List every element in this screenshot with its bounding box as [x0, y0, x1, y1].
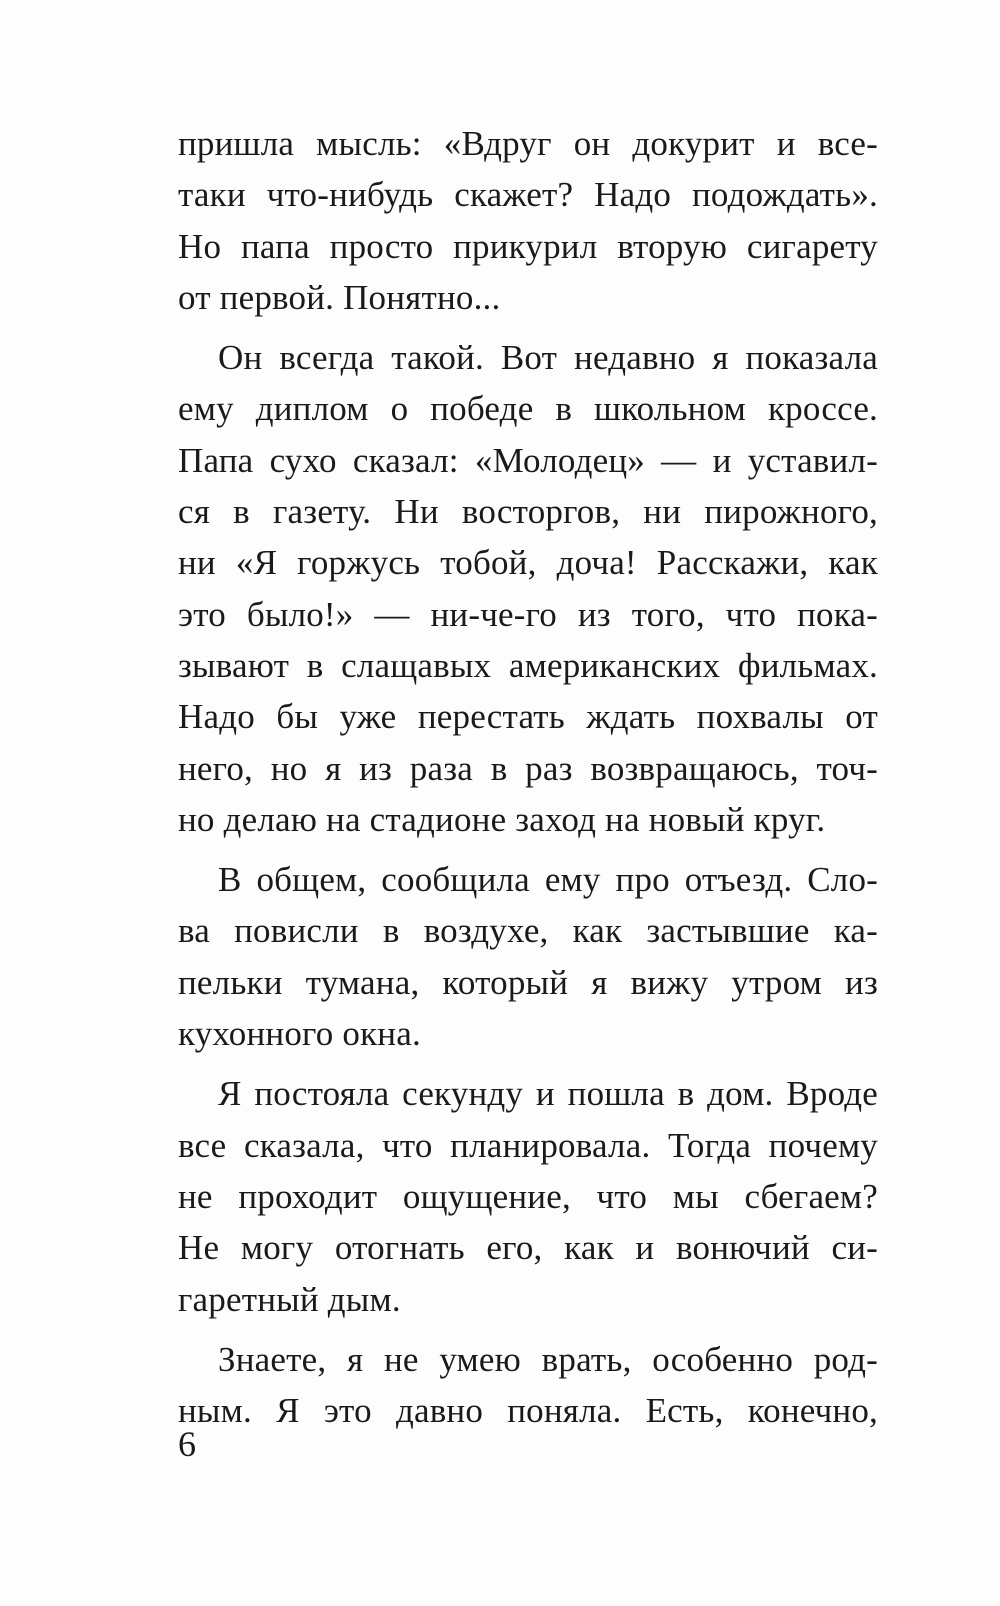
text-line: кухонного окна.: [178, 1014, 421, 1054]
text-line: Надо бы уже перестать ждать похвалы от: [178, 697, 878, 737]
text-line: но делаю на стадионе заход на новый круг.: [178, 799, 826, 839]
text-line: В общем, сообщила ему про отъезд. Сло-: [218, 860, 878, 900]
paragraph-gap: [178, 845, 878, 854]
paragraph: [178, 1334, 878, 1437]
text-line: Но папа просто прикурил вторую сигарету: [178, 226, 878, 266]
text-line: ему диплом о победе в школьном кроссе.: [178, 389, 878, 429]
text-line: ным. Я это давно поняла. Есть, конечно,: [178, 1391, 878, 1431]
body-text: [178, 118, 878, 1436]
text-line: пельки тумана, который я вижу утром из: [178, 962, 878, 1002]
text-line: не проходит ощущение, что мы сбегаем?: [178, 1176, 878, 1216]
paragraph-gap: [178, 1059, 878, 1068]
text-line: ва повисли в воздухе, как застывшие ка-: [178, 911, 878, 951]
text-line: это было!» — ни-че-го из того, что пока-: [178, 594, 878, 634]
text-line: него, но я из раза в раз возвращаюсь, точ-: [178, 748, 878, 788]
paragraph-gap: [178, 323, 878, 332]
page-number: 6: [178, 1424, 196, 1464]
text-line: Папа сухо сказал: «Молодец» — и уставил-: [178, 440, 878, 480]
text-line: Знаете, я не умею врать, особенно род-: [218, 1339, 878, 1379]
paragraph: [178, 1068, 878, 1324]
text-line: таки что-нибудь скажет? Надо подождать».: [178, 175, 878, 215]
text-line: Он всегда такой. Вот недавно я показала: [218, 338, 878, 378]
text-line: пришла мысль: «Вдруг он докурит и все-: [178, 124, 878, 163]
text-line: все сказала, что планировала. Тогда почему: [178, 1125, 878, 1165]
text-line: зывают в слащавых американских фильмах.: [178, 645, 878, 685]
text-line: от первой. Понятно...: [178, 277, 501, 317]
text-line: Я постояла секунду и пошла в дом. Вроде: [218, 1074, 878, 1114]
text-line: гаретный дым.: [178, 1279, 401, 1319]
paragraph-gap: [178, 1325, 878, 1334]
paragraph: [178, 854, 878, 1059]
text-line: ни «Я горжусь тобой, доча! Расскажи, как: [178, 543, 878, 583]
paragraph: [178, 118, 878, 323]
paragraph: [178, 332, 878, 845]
text-line: ся в газету. Ни восторгов, ни пирожного,: [178, 492, 878, 532]
text-line: Не могу отогнать его, как и вонючий си-: [178, 1228, 878, 1268]
